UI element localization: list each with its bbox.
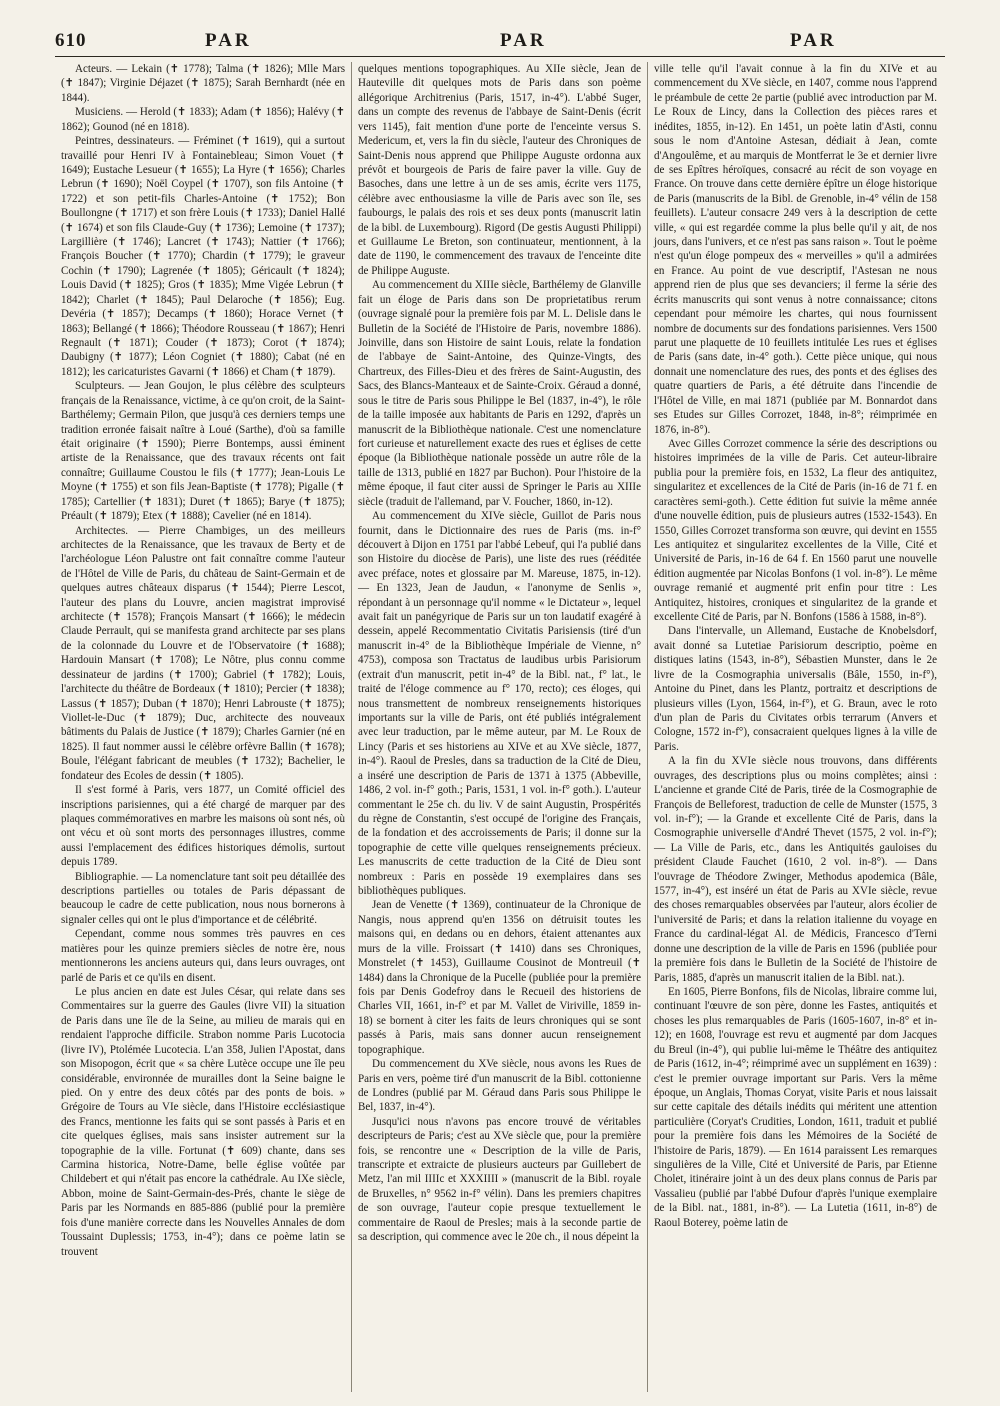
text-columns bbox=[55, 62, 945, 1392]
paragraph: Sculpteurs. — Jean Goujon, le plus célèbre des sculpteurs français de la Renaissance, victime, à ce qu'on croit, de la Saint-Barthélemy; Germain Pilon, que jusqu'à ces derniers temps une tradition erronée faisait naître à Loué (Sarthe), d'où sa famille était originaire (✝ 1590); Pierre Bontemps, aussi éminent artiste de la Renaissance, que des travaux récents ont fait connaître; Guillaume Coustou le fils (✝ 1777); Jean-Louis Le Moyne (✝ 1755) et son fils Jean-Baptiste (✝ 1778); Pigalle (✝ 1785); Cartellier (✝ 1831); Duret (✝ 1865); Barye (✝ 1875); Préault (✝ 1879); Etex (✝ 1888); Cavelier (né en 1814). bbox=[61, 380, 345, 523]
paragraph: En 1605, Pierre Bonfons, fils de Nicolas, libraire comme lui, continuant l'œuvre de son père, donne les Fastes, antiquités et choses les plus remarquables de Paris (1605-1607, in-8° et in-12); en 1608, l'ouvrage est revu et augmenté par dom Jacques du Breul (in-4°), qui publie lui-même le Théâtre des antiquitez de Paris (1612, in-4°; réimprimé avec un supplément en 1639) : c'est le premier ouvrage important sur Paris. Vers la même époque, un Anglais, Thomas Coryat, visite Paris et nous laissait sur cette capitale des détails inédits qui méritent une attention particulière (Coryat's Crudities, London, 1611, traduit et publié pour la première fois dans les Mémoires de la Société de l'histoire de Paris, 1879). — En 1614 paraissent Les remarques singulières de la Ville, Cité et Université de Paris, par Etienne Cholet, itinéraire joint à un des deux plans connus de Paris par Vassalieu (publié par l'abbé Dufour d'après l'unique exemplaire de la Bibl. nat., 1881, in-8°). — La Lutetia (1611, in-8°) de Raoul Boterey, poème latin de bbox=[654, 986, 937, 1229]
column-1 bbox=[55, 62, 351, 1392]
paragraph: Du commencement du XVe siècle, nous avons les Rues de Paris en vers, poème tiré d'un manuscrit de la Bibl. cottonienne de Londres (publié par M. Géraud dans Paris sous Philippe le Bel, 1837, in-4°). bbox=[358, 1058, 641, 1114]
running-head-right: PAR bbox=[790, 30, 837, 51]
page-header bbox=[0, 0, 1000, 56]
header-rule bbox=[55, 56, 945, 57]
paragraph: Bibliographie. — La nomenclature tant soit peu détaillée des descriptions partielles ou totales de Paris dépassant de beaucoup le cadre de cette publication, nous nous bornerons à signaler celles qui ont le plus d'importance et de célébrité. bbox=[61, 870, 345, 926]
page-number: 610 bbox=[55, 30, 87, 51]
paragraph: Au commencement du XIVe siècle, Guillot de Paris nous fournit, dans le Dictionnaire des rues de Paris (ms. in-f° découvert à Dijon en 1751 par l'abbé Lebeuf, qui l'a publié dans son Histoire du diocèse de Paris), une liste des rues (rééditée avec préface, notes et glossaire par M. Mareuse, 1875, in-12). — En 1323, Jean de Jaudun, « l'anonyme de Senlis », répondant à un personnage qu'il nomme « le Dictateur », lequel avait fait un panégyrique de Paris sur un ton laudatif exagéré à dessein, appelé Recommentatio Civitatis Parisiensis (tiré d'un manuscrit in-4° de la Bibliothèque Impériale de Vienne, n° 4753), composa son Tractatus de laudibus urbis Parisiorum (extrait d'un manuscrit, petit in-4° de la Bibl. nat., f° lat., le traité de l'éloge commence au f° 170, recto); ces éloges, qui nous transmettent de nombreux renseignements historiques importants sur la ville de Paris, ont été publiés intégralement avec leur traduction, par le même auteur, par M. Le Roux de Lincy (Paris et ses historiens au XIVe et au XVe siècle, 1877, in-4°). Raoul de Presles, dans sa traduction de la Cité de Dieu, a inséré une description de Paris de 1371 à 1375 (Abbeville, 1486, 2 vol. in-f° goth.; Paris, 1531, 1 vol. in-f° goth.). L'auteur commentant le 25e ch. du liv. V de saint Augustin, Prospérités du règne de Constantin, s'est occupé de l'origine des Français, de la fondation et des accroissements de Paris; il donne sur la topographie de cette ville quelques renseignements précieux. Les manuscrits de cette traduction de la Cité de Dieu sont nombreux : Paris en possède 19 exemplaires dans ses bibliothèques publiques. bbox=[358, 510, 641, 898]
paragraph: Cependant, comme nous sommes très pauvres en ces matières pour les quinze premiers siècles de notre ère, nous mentionnerons les anciens auteurs qui, dans leurs ouvrages, ont parlé de Paris et ce qu'ils en disent. bbox=[61, 928, 345, 984]
paragraph: Musiciens. — Herold (✝ 1833); Adam (✝ 1856); Halévy (✝ 1862); Gounod (né en 1818). bbox=[61, 106, 345, 133]
paragraph: Jusqu'ici nous n'avons pas encore trouvé de véritables descripteurs de Paris; c'est au XVe siècle que, pour la première fois, se rencontre une « Description de la ville de Paris, transcripte et extraicte de plusieurs aucteurs par Guillebert de Metz, l'an mil IIIIc et XXXIIII » (manuscrit de la Bibl. royale de Bruxelles, n° 9562 in-f° vélin). Dans les premiers chapitres de son ouvrage, l'auteur copie presque textuellement le commentaire de Raoul de Presles; mais à la seconde partie de sa description, qui commence avec le 20e ch., il nous dépeint la bbox=[358, 1115, 641, 1244]
paragraph: Dans l'intervalle, un Allemand, Eustache de Knobelsdorf, avait donné sa Lutetiae Parisiorum descriptio, poème en distiques latins (1543, in-8°), Sébastien Munster, dans le 2e livre de la Cosmographia universalis (Bâle, 1550, in-f°), Antoine du Pinet, dans les Plantz, portraitz et descriptions de plusieurs villes (Lyon, 1564, in-f°), et G. Braun, avec le roto d'un plan de Paris du Civitates orbis terrarum (Anvers et Cologne, 1572 in-f°), consacraient quelques lignes à la ville de Paris. bbox=[654, 625, 937, 753]
paragraph: Architectes. — Pierre Chambiges, un des meilleurs architectes de la Renaissance, que les travaux de Berty et de l'archéologue Léon Palustre ont fait connaître comme l'auteur de l'Hôtel de Ville de Paris, du château de Saint-Germain et de quelques autres châteaux disparus (✝ 1544); Pierre Lescot, l'auteur des plans du Louvre, ancien magistrat improvisé architecte (✝ 1578); François Mansart (✝ 1666); le médecin Claude Perrault, qui se manifesta grand architecte par ses plans de la colonnade du Louvre et de l'Observatoire (✝ 1688); Hardouin Mansart (✝ 1708); Le Nôtre, plus connu comme dessinateur de jardins (✝ 1700); Gabriel (✝ 1782); Louis, l'architecte du théâtre de Bordeaux (✝ 1810); Percier (✝ 1838); Lassus (✝ 1857); Duban (✝ 1870); Henri Labrouste (✝ 1875); Viollet-le-Duc (✝ 1879); Duc, architecte des nouveaux bâtiments du Palais de Justice (✝ 1879); Charles Garnier (né en 1825). Il faut nommer aussi le célèbre orfèvre Ballin (✝ 1678); Boule, l'élégant fabricant de meubles (✝ 1732); Bachelier, le fondateur des Ecoles de dessin (✝ 1805). bbox=[61, 524, 345, 782]
paragraph: Au commencement du XIIIe siècle, Barthélemy de Glanville fait un éloge de Paris dans son De proprietatibus rerum (ouvrage signalé pour la première fois par M. L. Delisle dans le Bulletin de la Société de l'Histoire de Paris, novembre 1886). Joinville, dans son Histoire de saint Louis, relate la fondation de l'abbaye de Saint-Antoine, des Quinze-Vingts, des Chartreux, des Filles-Dieu et des frères de Saint-Augustin, des Sacs, des Blancs-Manteaux et de Sainte-Croix. Géraud a donné, sous le titre de Paris sous Philippe le Bel (1837, in-4°), le rôle de la taille imposée aux habitants de Paris en 1292, d'après un manuscrit de la Bibliothèque nationale. C'est une nomenclature fort curieuse et naturellement exacte des rues et églises de cette époque (la Bibliothèque nationale possède un autre rôle de la taille de 1313, publié en 1827 par Buchon). Pour l'histoire de la même époque, il faut citer aussi de Springer le Paris au XIIIe siècle (traduit de l'allemand, par V. Foucher, 1860, in-12). bbox=[358, 279, 641, 508]
paragraph: Acteurs. — Lekain (✝ 1778); Talma (✝ 1826); Mlle Mars (✝ 1847); Virginie Déjazet (✝ 1875); Sarah Bernhardt (née en 1844). bbox=[61, 63, 345, 104]
paragraph: ville telle qu'il l'avait connue à la fin du XIVe et au commencement du XVe siècle, en 1407, comme nous l'apprend le préambule de cette 2e partie (publié avec introduction par M. Le Roux de Lincy, dans la Collection des pièces rares et inédites, 1855, in-12). En 1451, un poète latin d'Asti, connu sous le nom d'Antoine Astesan, dédiait à Jean, comte d'Angoulême, et au marquis de Montferrat le 3e et dernier livre de ses Epîtres héroïques, consacré au récit de son voyage en France. On trouve dans cette dernière épître un éloge historique de Paris (manuscrits de la Bibl. de Grenoble, in-4° vélin de 158 feuillets). L'auteur consacre 249 vers à la description de cette ville, « qui est regardée comme la plus belle qu'il y ait, de nos jours, dans l'univers, et ce n'est pas sans raison ». Tout le poème n'est qu'un éloge pompeux des « merveilles » qu'il a admirées en France. Au point de vue descriptif, l'Astesan ne nous apprend rien de plus que ses devanciers; il ferme la série des écrits manuscrits qui sont venus à notre connaissance; citons cependant pour mémoire les chartes, qui nous fournissent nombre de documents sur des fondations parisiennes. Vers 1500 parut une plaquette de 10 feuillets intitulée Les rues et églises de Paris (sans date, in-4° goth.). Cette pièce unique, qui nous donnait une nomenclature des rues, des ponts et des églises des quatre quartiers de Paris, a été détruite dans l'incendie de l'Hôtel de Ville, en mai 1871 (publiée par M. Bonnardot dans ses Etudes sur Gilles Corrozet, 1848, in-8°; réimprimée en 1876, in-8°). bbox=[654, 63, 937, 436]
paragraph: A la fin du XVIe siècle nous trouvons, dans différents ouvrages, des descriptions plus ou moins complètes; ainsi : L'ancienne et grande Cité de Paris, tirée de la Cosmographie de François de Belleforest, traduction de celle de Munster (1575, 3 vol. in-f°); — la Grande et excellente Cité de Paris, dans la Cosmographie universelle d'André Thevet (1575, 2 vol. in-f°); — La Ville de Paris, etc., dans les Antiquités gauloises du président Claude Fauchet (1610, 2 vol. in-8°). — Dans l'ouvrage de Théodore Zwinger, Methodus apodemica (Bâle, 1577, in-4°), est inséré un état de Paris au XVIe siècle, revue des choses remarquables observées par l'auteur, alors écolier de l'université de Paris; et dans la relation italienne du voyage en France du cardinal-légat Al. de Médicis, Francesco d'Terni donne une description de la ville de Paris en 1596 (publiée pour la première fois dans le Bulletin de la Société de l'histoire de Paris, 1885, d'après un manuscrit italien de la Bibl. nat.). bbox=[654, 755, 937, 984]
column-2 bbox=[351, 62, 647, 1392]
paragraph: Avec Gilles Corrozet commence la série des descriptions ou histoires imprimées de la ville de Paris. Cet auteur-libraire publia pour la première fois, en 1532, La fleur des antiquitez, singularitez et excellences de la Cité de Paris (in-16 de 71 f. en caractères semi-goth.). Cette édition fut suivie la même année d'une nouvelle édition, puis de plusieurs autres (1532-1543). En 1550, Gilles Corrozet transforma son œuvre, qui devint en 1555 Les antiquitez et singularitez excellentes de la Ville, Cité et Université de Paris, in-16 de 64 f. En 1560 parut une nouvelle édition augmentée par Nicolas Bonfons (1 vol. in-8°). Le même ouvrage remanié et augmenté prit enfin pour titre : Les Antiquitez, histoires, croniques et singularitez de la grande et excellente Cité de Paris, par N. Bonfons (1586 à 1588, in-8°). bbox=[654, 437, 937, 624]
paragraph: quelques mentions topographiques. Au XIIe siècle, Jean de Hauteville dit quelques mots de Paris dans son poème allégorique Architrenius (Paris, 1517, in-4°). L'abbé Suger, dans un compte des revenus de l'abbaye de Saint-Denis (écrit vers 1145), fait mention d'une porte de l'enceinte versus S. Medericum, et, vers la fin du siècle, l'auteur des Chroniques de Saint-Denis nous apprend que Philippe Auguste ordonna aux prévôt et bourgeois de Paris de faire paver la ville. Guy de Basoches, dans une lettre à un de ses amis, écrite vers 1175, célèbre avec enthousiasme la ville de Paris avec son île, ses faubourgs, le palais des rois et ses deux ponts (manuscrit latin de la bibl. de Luxembourg). Rigord (De gestis Augusti Philippi) et Guillaume Le Breton, son continuateur, mentionnent, à la date de 1190, le commencement des travaux de l'enceinte dite de Philippe Auguste. bbox=[358, 63, 641, 277]
column-3 bbox=[647, 62, 943, 1392]
running-head-left: PAR bbox=[205, 30, 252, 51]
paragraph: Jean de Venette (✝ 1369), continuateur de la Chronique de Nangis, nous apprend qu'en 1356 on détruisit toutes les maisons qui, en dedans ou en dehors, étaient attenantes aux murs de la ville. Froissart (✝ 1410) dans ses Chroniques, Monstrelet (✝ 1453), Guillaume Cousinot de Montreuil (✝ 1484) dans la Chronique de la Pucelle (publiée pour la première fois par Denis Godefroy dans le Recueil des historiens de Charles VII, 1661, in-f° et par M. Vallet de Viriville, 1859 in-18) se bornent à citer les faits de leurs chroniques qui se sont passés à Paris, mais sans donner aucun renseignement topographique. bbox=[358, 899, 641, 1056]
paragraph: Le plus ancien en date est Jules César, qui relate dans ses Commentaires sur la guerre des Gaules (livre VII) la situation de Paris dans une île de la Seine, au milieu de marais qui en rendaient l'approche difficile. Strabon nomme Paris Lucotocia (livre IV), Ptolémée Lucotecia. L'an 358, Julien l'Apostat, dans son Misopogon, écrit que « sa chère Lutèce occupe une île peu considérable, environnée de murailles dont la Seine baigne le pied. On y entre des deux côtés par des ponts de bois. » Grégoire de Tours au VIe siècle, dans l'Histoire ecclésiastique des Francs, mentionne les faits qui se sont passés à Paris et en cite quelques églises, mais sans insister autrement sur la topographie de la ville. Fortunat (✝ 609) chante, dans ses Carmina historica, Notre-Dame, belle église voûtée par Childebert et qui n'était pas encore la cathédrale. Au IXe siècle, Abbon, moine de Saint-Germain-des-Prés, chante le siège de Paris par les Normands en 885-886 (publié pour la première fois d'une manière correcte dans les Nouvelles Annales de dom Toussaint Duplessis; 1753, in-4°); dans ce poème latin se trouvent bbox=[61, 986, 345, 1258]
paragraph: Il s'est formé à Paris, vers 1877, un Comité officiel des inscriptions parisiennes, qui a été chargé de marquer par des plaques commémoratives en marbre les maisons où sont nés, où ont vécu et où sont morts des personnages illustres, comme aussi l'emplacement des édifices historiques démolis, surtout depuis 1789. bbox=[61, 784, 345, 869]
paragraph: Peintres, dessinateurs. — Fréminet (✝ 1619), qui a surtout travaillé pour Henri IV à Fontainebleau; Simon Vouet (✝ 1649); Eustache Lesueur (✝ 1655); La Hyre (✝ 1656); Charles Lebrun (✝ 1690); Noël Coypel (✝ 1707), son fils Antoine (✝ 1722) et son petit-fils Charles-Antoine (✝ 1752); Bon Boullongne (✝ 1717) et son frère Louis (✝ 1733); Daniel Hallé (✝ 1674) et son fils Claude-Guy (✝ 1736); Lemoine (✝ 1737); Largillière (✝ 1746); Lancret (✝ 1743); Nattier (✝ 1766); François Boucher (✝ 1770); Chardin (✝ 1779); le graveur Cochin (✝ 1790); Lagrenée (✝ 1805); Géricault (✝ 1824); Louis David (✝ 1825); Gros (✝ 1835); Mme Vigée Lebrun (✝ 1842); Charlet (✝ 1845); Paul Delaroche (✝ 1856); Eug. Devéria (✝ 1857); Decamps (✝ 1860); Horace Vernet (✝ 1863); Bellangé (✝ 1866); Théodore Rousseau (✝ 1867); Henri Regnault (✝ 1871); Couder (✝ 1873); Corot (✝ 1874); Daubigny (✝ 1877); Léon Cogniet (✝ 1880); Cabat (né en 1812); les caricaturistes Gavarni (✝ 1866) et Cham (✝ 1879). bbox=[61, 135, 345, 378]
running-head-center: PAR bbox=[500, 30, 547, 51]
